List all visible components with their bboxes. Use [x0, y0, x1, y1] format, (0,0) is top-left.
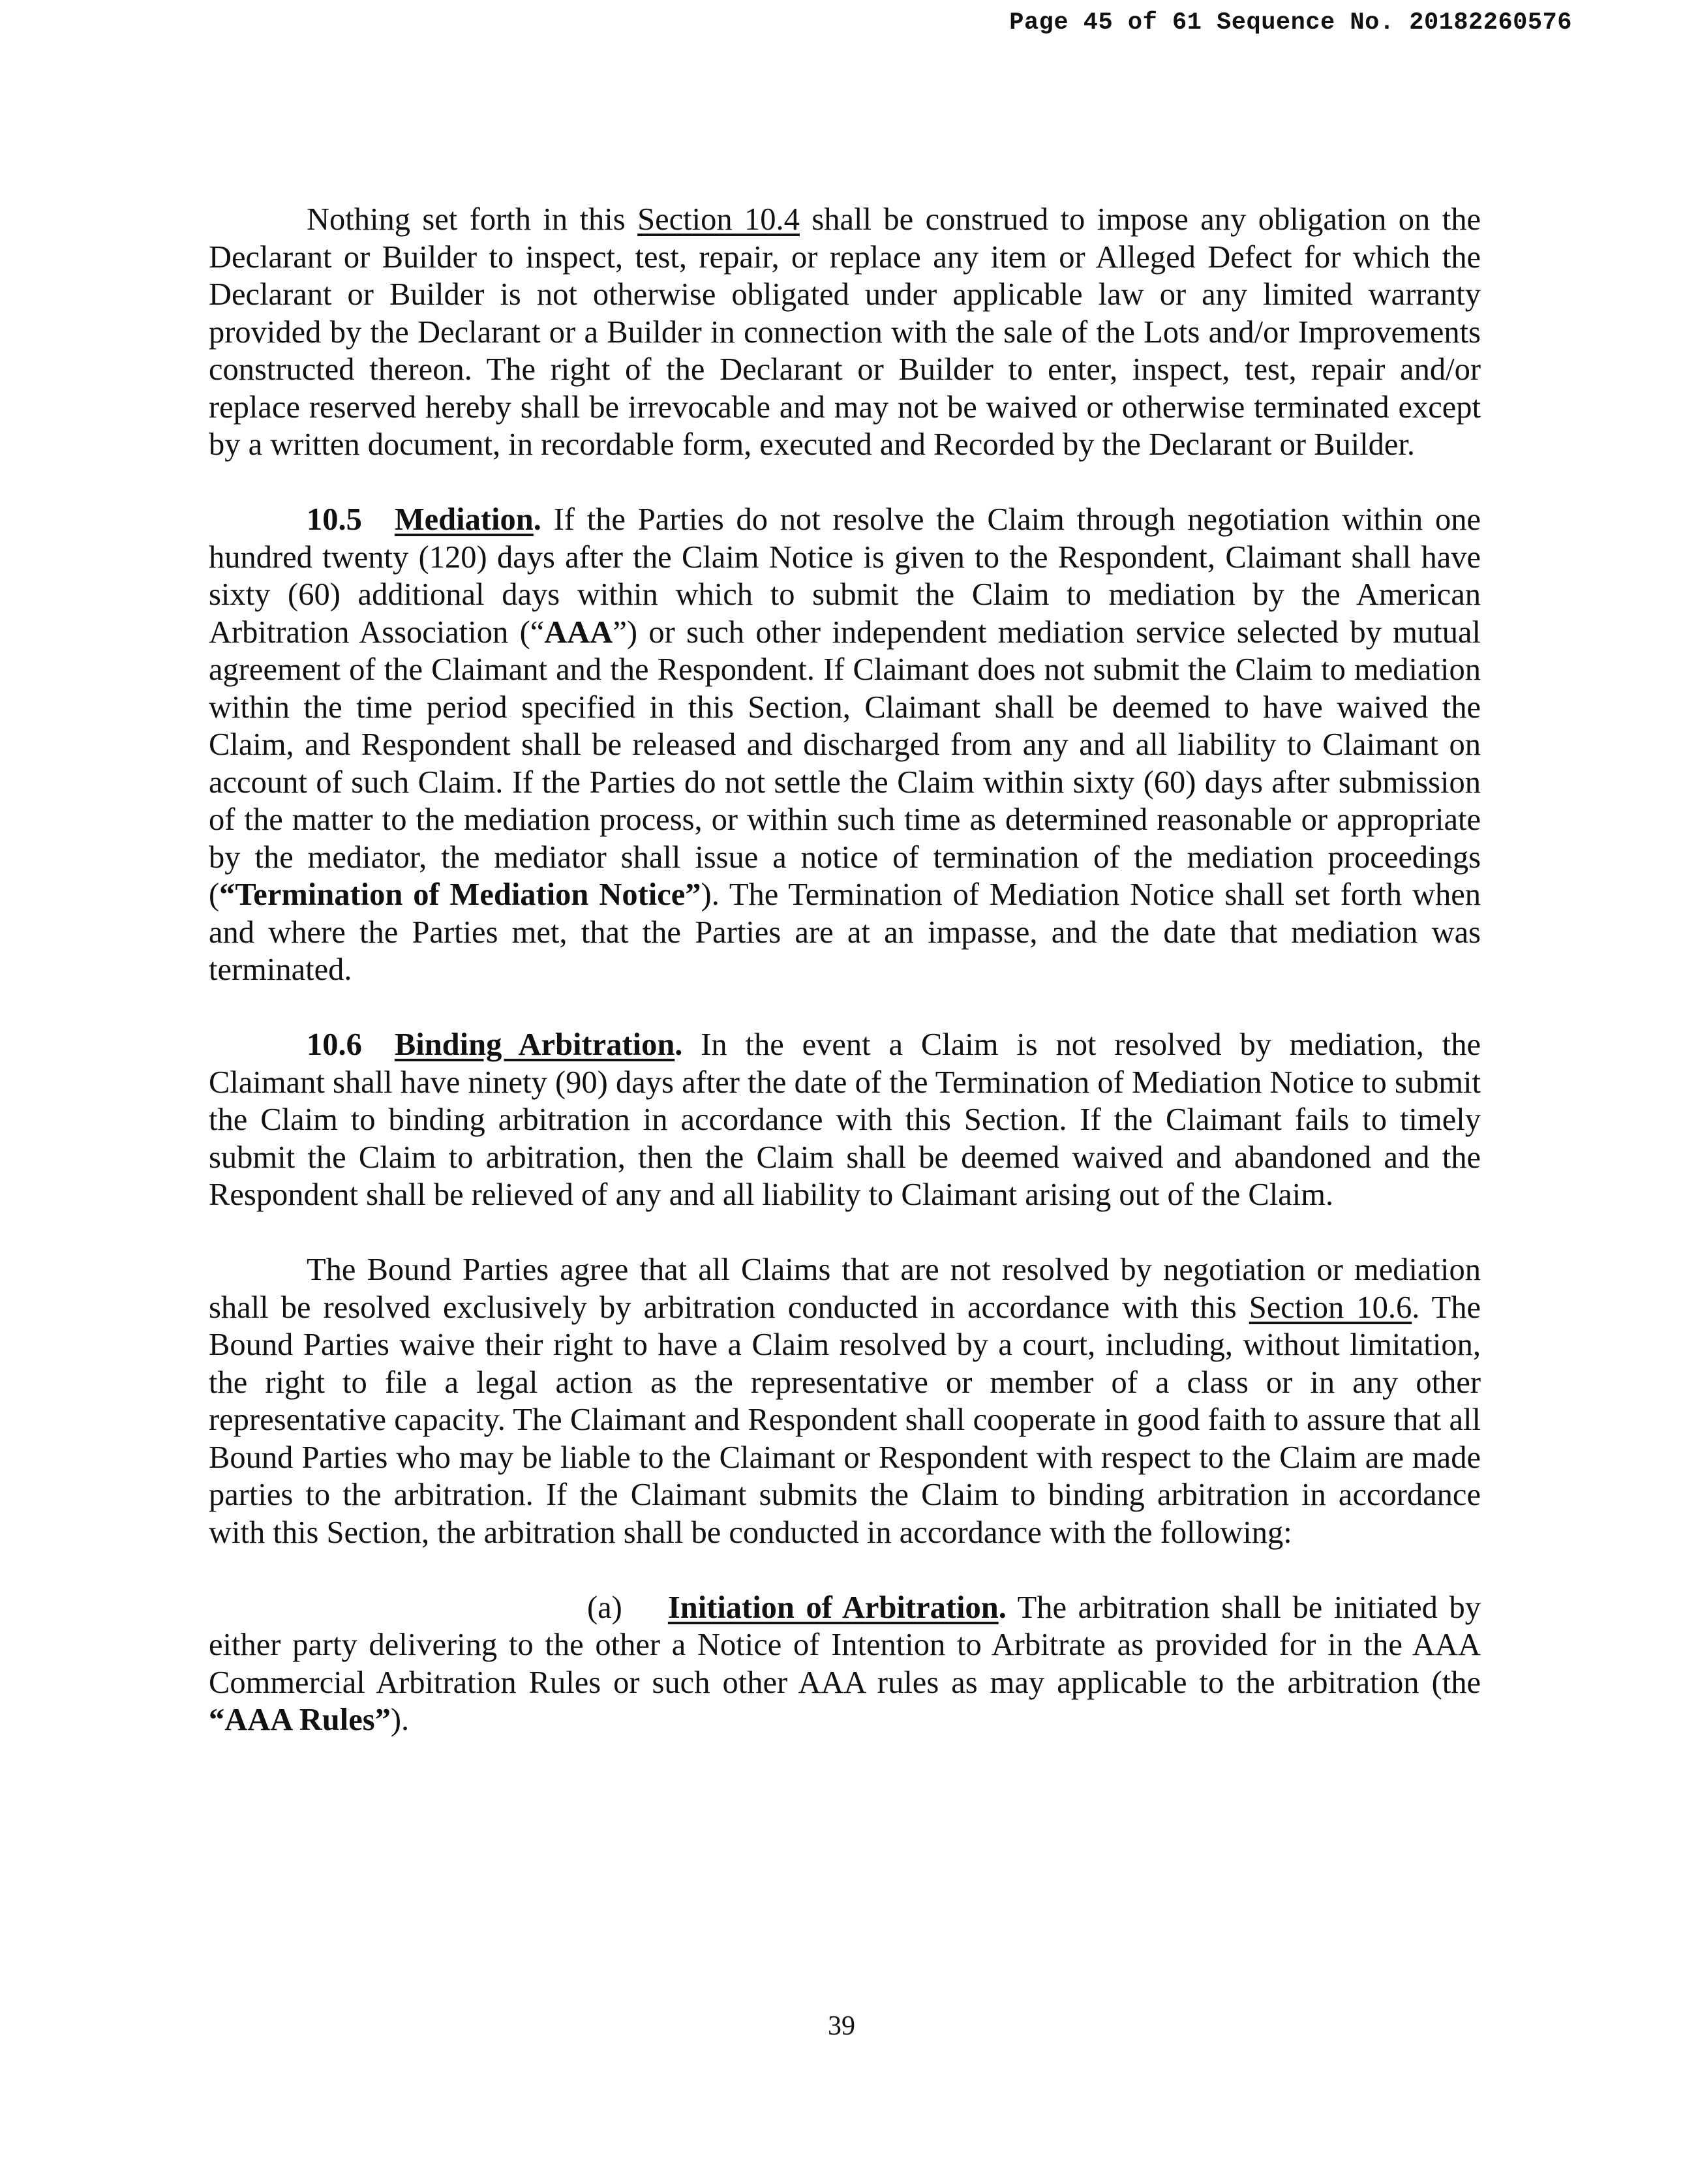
defined-term: AAA [544, 614, 613, 650]
page-sequence-header: Page 45 of 61 Sequence No. 20182260576 [1009, 9, 1572, 37]
section-heading: Binding Arbitration [394, 1027, 675, 1062]
paragraph-text: The arbitration shall be initiated by either party delivering to the other a Notice of Intention to Arbitrate as provided for in the AAA Commercial Arbitration Rules or such other AAA rules as may applicable to the arbitration (the [209, 1590, 1481, 1700]
defined-term: “AAA Rules” [209, 1703, 391, 1737]
defined-term: “Termination of Mediation Notice” [219, 877, 701, 912]
heading-period: . [675, 1027, 683, 1062]
paragraph-text: shall be construed to impose any obligation on the Declarant or Builder to inspect, test, repair, or replace any item or Alleged Defect for which the Declarant or Builder is not otherwise obligated under applicable law or any limited warranty provided by the Declarant or a Builder in connection with the sale of the Lots and/or Improvements constructed thereon. The right of the Declarant or Builder to enter, inspect, test, repair and/or replace reserved hereby shall be irrevocable and may not be waived or otherwise terminated except by a written document, in recordable form, executed and Recorded by the Declarant or Builder. [209, 202, 1481, 462]
document-body [209, 201, 1481, 1776]
paragraph-text: Nothing set forth in this [307, 202, 638, 237]
subsection-heading: Initiation of Arbitration [667, 1590, 999, 1625]
section-reference: Section 10.4 [637, 202, 800, 237]
section-number: 10.6 [307, 1027, 362, 1062]
section-10-6-binding-arbitration [209, 1026, 1481, 1214]
heading-period: . [998, 1590, 1007, 1625]
paragraph-text: ”) or such other independent mediation service selected by mutual agreement of the Claimant and the Respondent. If Claimant does not submit the Claim to mediation within the time period specified in this Section, Claimant shall be deemed to have waived the Claim, and Respondent shall be released and discharged from any and all liability to Claimant on account of such Claim. If the Parties do not settle the Claim within sixty (60) days after submission of the matter to the mediation process, or within such time as determined reasonable or appropriate by the mediator, the mediator shall issue a notice of termination of the mediation proceedings ( [209, 614, 1481, 912]
subsection-label: (a) [587, 1590, 622, 1625]
paragraph-bound-parties [209, 1251, 1481, 1551]
section-10-5-mediation [209, 501, 1481, 989]
paragraph-text: . The Bound Parties waive their right to have a Claim resolved by a court, including, without limitation, the right to file a legal action as the representative or member of a class or in any other representative capacity. The Claimant and Respondent shall cooperate in good faith to assure that all Bound Parties who may be liable to the Claimant or Respondent with respect to the Claim are made parties to the arbitration. If the Claimant submits the Claim to binding arbitration in accordance with this Section, the arbitration shall be conducted in accordance with the following: [209, 1290, 1481, 1550]
subsection-a-initiation [209, 1589, 1481, 1739]
paragraph-section-10-4-limitation [209, 201, 1481, 464]
paragraph-text: In the event a Claim is not resolved by mediation, the Claimant shall have ninety (90) days after the date of the Termination of Mediation Notice to submit the Claim to binding arbitration in accordance with this Section. If the Claimant fails to timely submit the Claim to arbitration, then the Claim shall be deemed waived and abandoned and the Respondent shall be relieved of any and all liability to Claimant arising out of the Claim. [209, 1027, 1481, 1212]
heading-period: . [533, 502, 541, 537]
paragraph-text: ). The Termination of Mediation Notice shall set forth when and where the Parties met, that the Parties are at an impasse, and the date that mediation was terminated. [209, 877, 1481, 987]
paragraph-text: If the Parties do not resolve the Claim through negotiation within one hundred twenty (120) days after the Claim Notice is given to the Respondent, Claimant shall have sixty (60) additional days within which to submit the Claim to mediation by the American Arbitration Association (“ [209, 502, 1481, 650]
page-number: 39 [828, 2011, 855, 2041]
section-heading: Mediation [394, 502, 534, 537]
section-number: 10.5 [307, 502, 362, 537]
paragraph-text: The Bound Parties agree that all Claims that are not resolved by negotiation or mediation shall be resolved exclusively by arbitration conducted in accordance with this [209, 1252, 1481, 1325]
section-reference: Section 10.6 [1249, 1290, 1412, 1325]
paragraph-text: ). [390, 1703, 410, 1737]
